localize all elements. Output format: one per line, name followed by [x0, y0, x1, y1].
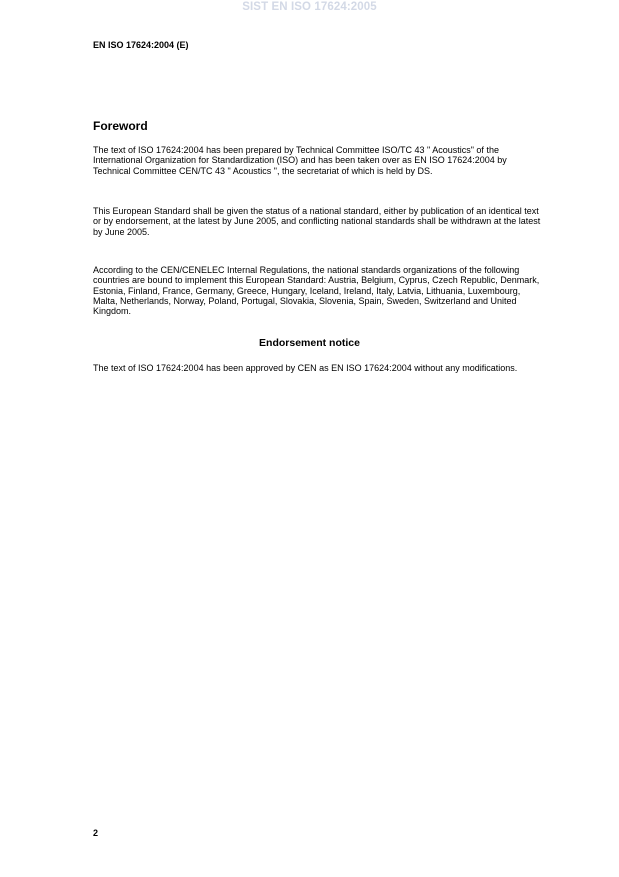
foreword-paragraph-3: According to the CEN/CENELEC Internal Regulations, the national standards organizations of the following countries are bound to implement this European Standard: Austria, Belgium, Cyprus, Czech Republic, Denmark, Estonia, Finland, France, Germany, Greece, Hungary, Iceland, Ireland, Italy, Latvia, Lithuania, Luxembourg, Malta, Netherlands, Norway, Poland, Portugal, Slovakia, Slovenia, Spain, Sweden, Switzerland and United Kingdom. — [93, 265, 540, 317]
page-number: 2 — [93, 828, 99, 838]
endorsement-paragraph: The text of ISO 17624:2004 has been approved by CEN as EN ISO 17624:2004 without any modifications. — [93, 363, 518, 373]
watermark-text: SIST EN ISO 17624:2005 — [242, 1, 377, 13]
foreword-paragraph-2: This European Standard shall be given the status of a national standard, either by publication of an identical text or by endorsement, at the latest by June 2005, and conflicting national standards shall be withdrawn at the latest by June 2005. — [93, 206, 541, 237]
endorsement-heading: Endorsement notice — [259, 337, 360, 349]
foreword-heading: Foreword — [93, 119, 148, 133]
foreword-paragraph-1: The text of ISO 17624:2004 has been prepared by Technical Committee ISO/TC 43 " Acoustics" of the International Organization for Standardization (ISO) and has been taken over as EN ISO 17624:2004 by Technical Committee CEN/TC 43 " Acoustics ", the secretariat of which is held by DS. — [93, 145, 507, 176]
document-id-header: EN ISO 17624:2004 (E) — [93, 40, 189, 50]
